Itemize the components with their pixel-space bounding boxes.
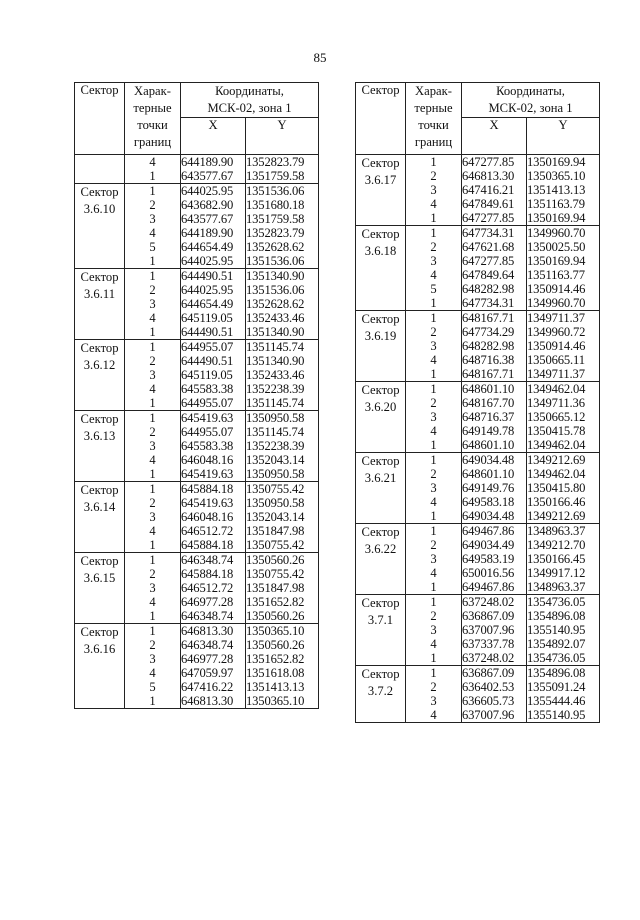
coord-y: 1349711.37 <box>527 311 600 326</box>
coord-y: 1351145.74 <box>246 396 319 411</box>
point-number: 3 <box>406 183 462 197</box>
point-number: 2 <box>406 325 462 339</box>
coord-x: 644490.51 <box>181 354 246 368</box>
point-number: 4 <box>406 637 462 651</box>
coord-y: 1349212.69 <box>527 453 600 468</box>
coord-y: 1352238.39 <box>246 439 319 453</box>
point-number: 3 <box>406 254 462 268</box>
table-row <box>356 311 600 326</box>
coord-y: 1354896.08 <box>527 609 600 623</box>
coord-y: 1350365.10 <box>527 169 600 183</box>
coord-x: 644025.95 <box>181 283 246 297</box>
coord-x: 645419.63 <box>181 467 246 482</box>
coord-x: 646512.72 <box>181 581 246 595</box>
point-number: 2 <box>406 467 462 481</box>
coord-y: 1351652.82 <box>246 652 319 666</box>
point-number: 4 <box>125 226 181 240</box>
coord-y: 1352238.39 <box>246 382 319 396</box>
point-number: 3 <box>125 439 181 453</box>
coord-x: 646048.16 <box>181 510 246 524</box>
coord-y: 1351759.58 <box>246 169 319 184</box>
coord-y: 1350560.26 <box>246 609 319 624</box>
coord-x: 644490.51 <box>181 325 246 340</box>
point-number: 3 <box>406 552 462 566</box>
table-row <box>75 269 319 284</box>
point-number: 4 <box>406 708 462 723</box>
coord-x: 644955.07 <box>181 340 246 355</box>
sector-label: Сектор 3.7.1 <box>356 595 406 666</box>
coord-x: 645884.18 <box>181 538 246 553</box>
point-number: 1 <box>125 694 181 709</box>
header-coordinates: Координаты, МСК-02, зона 1 <box>181 83 319 118</box>
coord-x: 645583.38 <box>181 382 246 396</box>
table-body-right <box>356 155 600 723</box>
coord-y: 1354896.08 <box>527 666 600 681</box>
coord-x: 646512.72 <box>181 524 246 538</box>
point-number: 4 <box>406 353 462 367</box>
coord-x: 637248.02 <box>462 595 527 610</box>
coord-x: 644025.95 <box>181 184 246 199</box>
point-number: 1 <box>406 509 462 524</box>
coord-y: 1351340.90 <box>246 354 319 368</box>
header-sector: Сектор <box>356 83 406 155</box>
coord-y: 1350755.42 <box>246 538 319 553</box>
coord-y: 1354736.05 <box>527 651 600 666</box>
point-number: 4 <box>125 666 181 680</box>
coord-x: 650016.56 <box>462 566 527 580</box>
coord-x: 646348.74 <box>181 553 246 568</box>
coord-x: 648282.98 <box>462 339 527 353</box>
coord-x: 637248.02 <box>462 651 527 666</box>
coord-x: 647734.31 <box>462 226 527 241</box>
table-row <box>356 666 600 681</box>
point-number: 5 <box>125 680 181 694</box>
point-number: 1 <box>125 538 181 553</box>
point-number: 1 <box>125 467 181 482</box>
sector-label: Сектор 3.7.2 <box>356 666 406 723</box>
point-number: 2 <box>406 680 462 694</box>
point-number: 1 <box>125 396 181 411</box>
point-number: 1 <box>406 438 462 453</box>
coord-x: 649467.86 <box>462 524 527 539</box>
coord-x: 647416.22 <box>181 680 246 694</box>
point-number: 1 <box>125 325 181 340</box>
coord-y: 1352628.62 <box>246 297 319 311</box>
point-number: 1 <box>406 155 462 170</box>
sector-label: Сектор 3.6.15 <box>75 553 125 624</box>
coord-y: 1351340.90 <box>246 325 319 340</box>
coord-y: 1355140.95 <box>527 623 600 637</box>
coord-y: 1350025.50 <box>527 240 600 254</box>
coordinates-table-left <box>74 82 319 709</box>
coord-x: 648716.37 <box>462 410 527 424</box>
coord-y: 1351340.90 <box>246 269 319 284</box>
coord-x: 646348.74 <box>181 638 246 652</box>
coord-y: 1349960.70 <box>527 296 600 311</box>
coord-y: 1350665.11 <box>527 353 600 367</box>
coord-x: 649467.86 <box>462 580 527 595</box>
coord-x: 649034.48 <box>462 509 527 524</box>
point-number: 4 <box>406 424 462 438</box>
coord-x: 649034.49 <box>462 538 527 552</box>
header-coordinates: Координаты, МСК-02, зона 1 <box>462 83 600 118</box>
coord-x: 649149.78 <box>462 424 527 438</box>
point-number: 1 <box>125 482 181 497</box>
point-number: 1 <box>406 651 462 666</box>
table-row <box>356 524 600 539</box>
coord-y: 1351536.06 <box>246 283 319 297</box>
coord-x: 646813.30 <box>181 694 246 709</box>
sector-label: Сектор 3.6.21 <box>356 453 406 524</box>
header-sector: Сектор <box>75 83 125 155</box>
coord-y: 1350365.10 <box>246 624 319 639</box>
coord-y: 1350560.26 <box>246 638 319 652</box>
point-number: 1 <box>406 595 462 610</box>
coord-x: 647416.21 <box>462 183 527 197</box>
coord-x: 647734.31 <box>462 296 527 311</box>
point-number: 2 <box>406 609 462 623</box>
point-number: 4 <box>406 495 462 509</box>
table-row <box>75 624 319 639</box>
point-number: 1 <box>406 524 462 539</box>
coord-y: 1352823.79 <box>246 155 319 170</box>
sector-label: Сектор 3.6.12 <box>75 340 125 411</box>
coord-y: 1351536.06 <box>246 254 319 269</box>
coord-y: 1349462.04 <box>527 438 600 453</box>
coord-y: 1351759.58 <box>246 212 319 226</box>
coord-x: 643682.90 <box>181 198 246 212</box>
coord-x: 644955.07 <box>181 425 246 439</box>
coord-x: 647849.64 <box>462 268 527 282</box>
header-x: X <box>462 118 527 155</box>
coord-y: 1349917.12 <box>527 566 600 580</box>
point-number: 4 <box>125 382 181 396</box>
sector-label: Сектор 3.6.10 <box>75 184 125 269</box>
coord-y: 1350755.42 <box>246 567 319 581</box>
coord-y: 1351413.13 <box>246 680 319 694</box>
coord-y: 1350914.46 <box>527 282 600 296</box>
header-char-points: Харак- терные точки границ <box>125 83 181 155</box>
sector-label: Сектор 3.6.13 <box>75 411 125 482</box>
coord-y: 1349212.70 <box>527 538 600 552</box>
point-number: 1 <box>125 624 181 639</box>
coord-y: 1351413.13 <box>527 183 600 197</box>
point-number: 1 <box>125 184 181 199</box>
point-number: 1 <box>125 254 181 269</box>
point-number: 3 <box>125 368 181 382</box>
point-number: 4 <box>406 197 462 211</box>
point-number: 3 <box>406 410 462 424</box>
point-number: 1 <box>406 382 462 397</box>
coord-x: 645583.38 <box>181 439 246 453</box>
coord-y: 1351847.98 <box>246 581 319 595</box>
table-row <box>75 411 319 426</box>
coord-y: 1351536.06 <box>246 184 319 199</box>
coord-x: 637007.96 <box>462 708 527 723</box>
table-body-left <box>75 155 319 709</box>
coord-y: 1351163.79 <box>527 197 600 211</box>
coord-x: 636867.09 <box>462 609 527 623</box>
point-number: 1 <box>406 311 462 326</box>
coord-x: 647849.61 <box>462 197 527 211</box>
coord-y: 1349212.69 <box>527 509 600 524</box>
coord-x: 647059.97 <box>181 666 246 680</box>
coord-x: 647277.85 <box>462 211 527 226</box>
point-number: 1 <box>406 666 462 681</box>
point-number: 1 <box>406 367 462 382</box>
coordinates-table-right <box>355 82 600 723</box>
coord-x: 649583.18 <box>462 495 527 509</box>
point-number: 2 <box>125 425 181 439</box>
point-number: 4 <box>406 566 462 580</box>
coord-y: 1350166.45 <box>527 552 600 566</box>
coord-y: 1351163.77 <box>527 268 600 282</box>
point-number: 2 <box>406 240 462 254</box>
coord-x: 647734.29 <box>462 325 527 339</box>
coord-y: 1351680.18 <box>246 198 319 212</box>
point-number: 3 <box>406 339 462 353</box>
coord-y: 1349711.36 <box>527 396 600 410</box>
coord-x: 648601.10 <box>462 467 527 481</box>
point-number: 1 <box>125 340 181 355</box>
coord-y: 1351847.98 <box>246 524 319 538</box>
point-number: 4 <box>125 453 181 467</box>
coord-x: 648601.10 <box>462 382 527 397</box>
header-y: Y <box>527 118 600 155</box>
coord-x: 647277.85 <box>462 254 527 268</box>
sector-label: Сектор 3.6.19 <box>356 311 406 382</box>
point-number: 2 <box>125 567 181 581</box>
coord-x: 645419.63 <box>181 411 246 426</box>
point-number: 3 <box>125 510 181 524</box>
point-number: 1 <box>406 580 462 595</box>
page-number: 85 <box>313 50 327 65</box>
coord-x: 645884.18 <box>181 567 246 581</box>
coord-y: 1352433.46 <box>246 311 319 325</box>
coord-y: 1350169.94 <box>527 211 600 226</box>
point-number: 1 <box>406 226 462 241</box>
point-number: 1 <box>125 269 181 284</box>
table-row <box>75 340 319 355</box>
sector-label: Сектор 3.6.17 <box>356 155 406 226</box>
coord-y: 1349711.37 <box>527 367 600 382</box>
sector-label: Сектор 3.6.22 <box>356 524 406 595</box>
coord-y: 1350665.12 <box>527 410 600 424</box>
table-row <box>356 155 600 170</box>
point-number: 5 <box>406 282 462 296</box>
coord-x: 648282.98 <box>462 282 527 296</box>
sector-label <box>75 155 125 184</box>
coord-x: 644654.49 <box>181 240 246 254</box>
coord-x: 636605.73 <box>462 694 527 708</box>
coord-x: 644654.49 <box>181 297 246 311</box>
coord-x: 636402.53 <box>462 680 527 694</box>
coord-y: 1350365.10 <box>246 694 319 709</box>
coord-y: 1355091.24 <box>527 680 600 694</box>
coord-y: 1348963.37 <box>527 580 600 595</box>
coord-y: 1350166.46 <box>527 495 600 509</box>
point-number: 1 <box>406 211 462 226</box>
coord-x: 644955.07 <box>181 396 246 411</box>
point-number: 5 <box>125 240 181 254</box>
coord-y: 1355444.46 <box>527 694 600 708</box>
point-number: 2 <box>125 354 181 368</box>
point-number: 3 <box>406 481 462 495</box>
coord-x: 637007.96 <box>462 623 527 637</box>
coord-x: 644490.51 <box>181 269 246 284</box>
sector-label: Сектор 3.6.20 <box>356 382 406 453</box>
point-number: 1 <box>125 411 181 426</box>
point-number: 4 <box>406 268 462 282</box>
coord-x: 648716.38 <box>462 353 527 367</box>
point-number: 3 <box>406 694 462 708</box>
coord-x: 645884.18 <box>181 482 246 497</box>
table-row <box>356 382 600 397</box>
coord-y: 1349462.04 <box>527 467 600 481</box>
point-number: 1 <box>125 169 181 184</box>
coord-x: 649583.19 <box>462 552 527 566</box>
coord-x: 646348.74 <box>181 609 246 624</box>
sector-label: Сектор 3.6.11 <box>75 269 125 340</box>
coord-x: 649034.48 <box>462 453 527 468</box>
coord-x: 648601.10 <box>462 438 527 453</box>
point-number: 2 <box>406 396 462 410</box>
point-number: 3 <box>125 212 181 226</box>
point-number: 4 <box>125 524 181 538</box>
point-number: 1 <box>406 453 462 468</box>
point-number: 1 <box>125 553 181 568</box>
coord-y: 1351618.08 <box>246 666 319 680</box>
coord-x: 645419.63 <box>181 496 246 510</box>
coord-x: 644189.90 <box>181 155 246 170</box>
point-number: 1 <box>125 609 181 624</box>
coord-x: 648167.71 <box>462 311 527 326</box>
coord-y: 1352043.14 <box>246 453 319 467</box>
coord-x: 643577.67 <box>181 169 246 184</box>
table-row <box>75 184 319 199</box>
coord-y: 1352043.14 <box>246 510 319 524</box>
point-number: 3 <box>406 623 462 637</box>
coord-x: 647277.85 <box>462 155 527 170</box>
coord-x: 648167.71 <box>462 367 527 382</box>
coord-y: 1354736.05 <box>527 595 600 610</box>
coord-x: 637337.78 <box>462 637 527 651</box>
coord-x: 649149.76 <box>462 481 527 495</box>
coord-x: 647621.68 <box>462 240 527 254</box>
coord-y: 1350169.94 <box>527 254 600 268</box>
coord-y: 1348963.37 <box>527 524 600 539</box>
sector-label: Сектор 3.6.14 <box>75 482 125 553</box>
coord-y: 1350950.58 <box>246 496 319 510</box>
point-number: 2 <box>125 283 181 297</box>
coord-x: 648167.70 <box>462 396 527 410</box>
coord-y: 1350755.42 <box>246 482 319 497</box>
sector-label: Сектор 3.6.16 <box>75 624 125 709</box>
coord-y: 1350560.26 <box>246 553 319 568</box>
point-number: 3 <box>125 652 181 666</box>
header-char-points: Харак- терные точки границ <box>406 83 462 155</box>
coord-y: 1349960.72 <box>527 325 600 339</box>
point-number: 2 <box>406 169 462 183</box>
point-number: 1 <box>406 296 462 311</box>
coord-x: 646048.16 <box>181 453 246 467</box>
coord-x: 645119.05 <box>181 311 246 325</box>
point-number: 2 <box>125 198 181 212</box>
point-number: 4 <box>125 595 181 609</box>
table-row <box>75 482 319 497</box>
point-number: 4 <box>125 311 181 325</box>
coord-y: 1352433.46 <box>246 368 319 382</box>
coord-x: 646977.28 <box>181 652 246 666</box>
point-number: 3 <box>125 581 181 595</box>
point-number: 2 <box>125 638 181 652</box>
coord-x: 646813.30 <box>462 169 527 183</box>
coord-x: 636867.09 <box>462 666 527 681</box>
coord-x: 646813.30 <box>181 624 246 639</box>
table-row <box>75 553 319 568</box>
coord-x: 645119.05 <box>181 368 246 382</box>
coord-y: 1351145.74 <box>246 340 319 355</box>
coord-y: 1352823.79 <box>246 226 319 240</box>
coord-y: 1349960.70 <box>527 226 600 241</box>
coord-y: 1350415.80 <box>527 481 600 495</box>
point-number: 3 <box>125 297 181 311</box>
table-row <box>356 595 600 610</box>
coord-y: 1351652.82 <box>246 595 319 609</box>
coord-x: 644025.95 <box>181 254 246 269</box>
coord-y: 1350914.46 <box>527 339 600 353</box>
header-y: Y <box>246 118 319 155</box>
coord-y: 1352628.62 <box>246 240 319 254</box>
table-row <box>356 453 600 468</box>
coord-y: 1350169.94 <box>527 155 600 170</box>
coord-y: 1350415.78 <box>527 424 600 438</box>
point-number: 2 <box>125 496 181 510</box>
header-x: X <box>181 118 246 155</box>
coord-y: 1350950.58 <box>246 411 319 426</box>
coord-x: 644189.90 <box>181 226 246 240</box>
table-row <box>75 155 319 170</box>
table-row <box>356 226 600 241</box>
point-number: 4 <box>125 155 181 170</box>
coord-y: 1350950.58 <box>246 467 319 482</box>
coord-y: 1355140.95 <box>527 708 600 723</box>
sector-label: Сектор 3.6.18 <box>356 226 406 311</box>
point-number: 2 <box>406 538 462 552</box>
coord-x: 646977.28 <box>181 595 246 609</box>
coord-y: 1354892.07 <box>527 637 600 651</box>
coord-y: 1351145.74 <box>246 425 319 439</box>
coord-x: 643577.67 <box>181 212 246 226</box>
coord-y: 1349462.04 <box>527 382 600 397</box>
